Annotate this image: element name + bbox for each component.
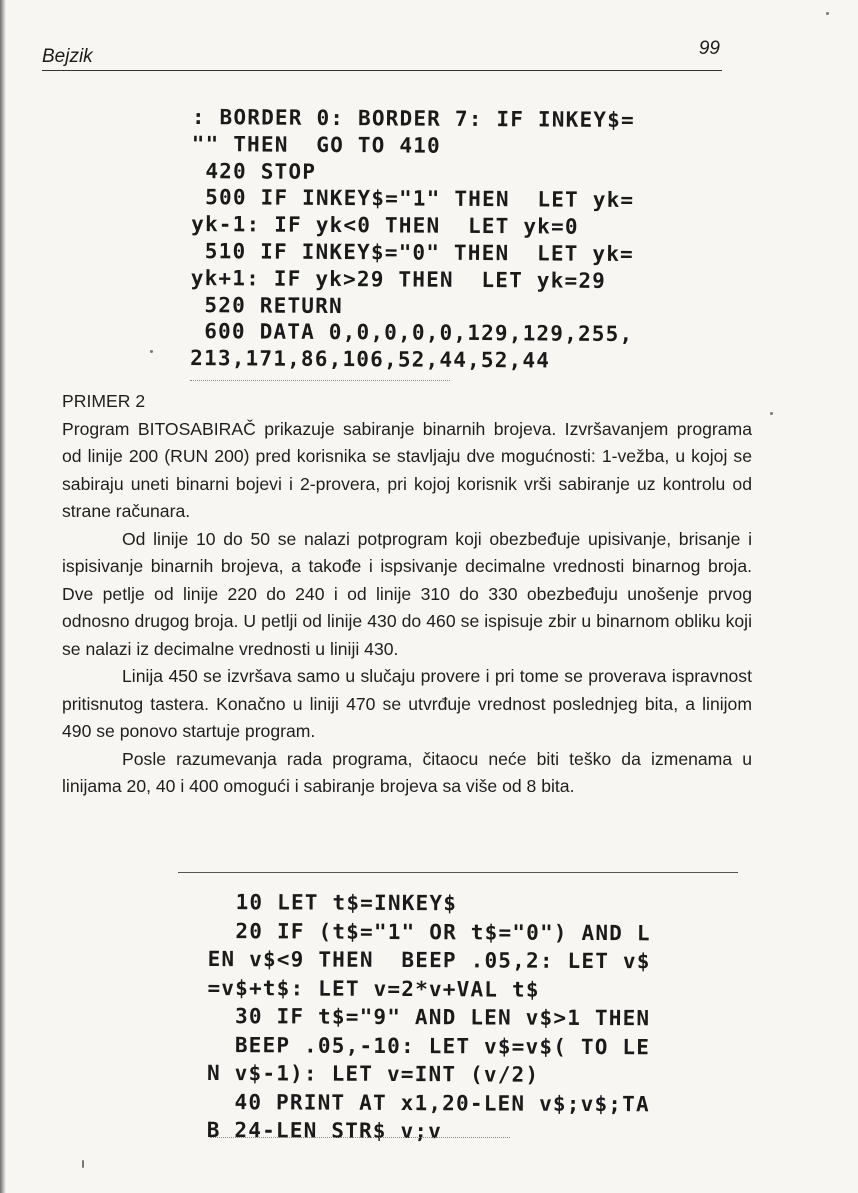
code-line: BEEP .05,-10: LET v$=v$( TO LE <box>207 1032 651 1059</box>
listing-end-rule-bottom <box>210 1137 510 1138</box>
page-number: 99 <box>698 38 720 59</box>
code-line: B 24-LEN STR$ v;v <box>206 1117 443 1144</box>
code-line: N v$-1): LET v=INT (v/2) <box>206 1060 540 1087</box>
code-line: yk-1: IF yk<0 THEN LET yk=0 <box>191 212 579 239</box>
scan-speck <box>82 1160 84 1168</box>
code-line: 500 IF INKEY$="1" THEN LET yk= <box>191 185 635 213</box>
paragraph: Program BITOSABIRAČ prikazuje sabiranje binarnih brojeva. Izvršavanjem programa od linije 200 (RUN 200) pred korisnika se stavljaju dve mogućnosti: 1-vežba, u kojoj se sabiraju uneti binarni bojevi i 2-provera, pri kojoj korisnik vrši sabiranje uz kontrolu od strane računara. <box>62 418 752 521</box>
scan-speck <box>150 350 153 353</box>
code-line: 600 DATA 0,0,0,0,0,129,129,255, <box>190 319 634 347</box>
code-line: 30 IF t$="9" AND LEN v$>1 THEN <box>207 1003 651 1031</box>
listing-start-rule <box>178 872 738 873</box>
article-body <box>62 388 752 801</box>
code-line: : BORDER 0: BORDER 7: IF INKEY$= <box>191 104 635 133</box>
code-line: 510 IF INKEY$="0" THEN LET yk= <box>190 238 635 267</box>
listing-end-rule <box>190 380 450 381</box>
code-line: =v$+t$: LET v=2*v+VAL t$ <box>207 975 540 1002</box>
scan-speck <box>770 412 773 415</box>
code-line: 10 LET t$=INKEY$ <box>207 890 458 916</box>
code-line: 520 RETURN <box>190 292 343 318</box>
code-line: 213,171,86,106,52,44,52,44 <box>190 346 551 373</box>
code-listing-bottom <box>207 888 651 1147</box>
code-line: EN v$<9 THEN BEEP .05,2: LET v$ <box>207 946 651 974</box>
section-heading: PRIMER 2 <box>62 391 146 411</box>
code-listing-top <box>190 104 635 375</box>
page-header <box>42 38 722 71</box>
paragraph: Posle razumevanja rada programa, čitaocu neće biti teško da izmenama u linijama 20, 40 i 400 omogući i sabiranje brojeva sa više od 8 bita. <box>62 748 752 796</box>
code-line: 420 STOP <box>191 158 317 184</box>
scan-speck <box>826 12 829 15</box>
code-line: 40 PRINT AT x1,20-LEN v$;v$;TA <box>206 1089 650 1116</box>
paragraph: Linija 450 se izvršava samo u slučaju provere i pri tome se proverava ispravnost pritisnutog tastera. Konačno u liniji 470 se utvrđuje vrednost poslednjeg bita, a linijom 490 se ponovo startuje program. <box>62 666 752 741</box>
running-title: Bejzik <box>42 46 93 67</box>
code-line: 20 IF (t$="1" OR t$="0") AND L <box>207 918 651 945</box>
code-line: "" THEN GO TO 410 <box>191 131 441 158</box>
paragraph: Od linije 10 do 50 se nalazi potprogram koji obezbeđuje upisivanje, brisanje i ispisivanje binarnih brojeva, a takođe i ispsivanje decimalne vrednosti binarnog broja. Dve petlje od linije 220 do 240 i od linije 310 do 330 obezbeđuju unošenje prvog odnosno drugog broja. U petlji od linije 430 do 460 se ispisuje zbir u binarnom obliku koji se nalazi iz decimalne vrednosti u liniji 430. <box>62 528 752 659</box>
scan-edge-shadow <box>0 0 6 1193</box>
code-line: yk+1: IF yk>29 THEN LET yk=29 <box>190 265 607 293</box>
